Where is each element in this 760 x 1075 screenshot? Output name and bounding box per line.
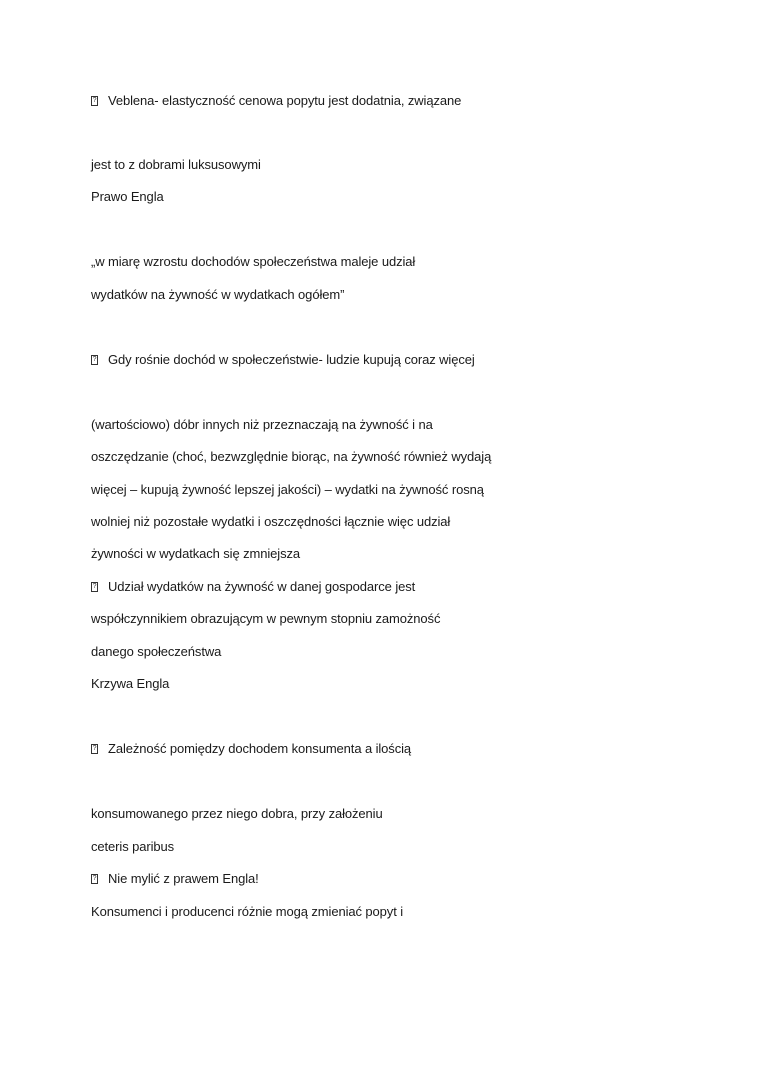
missing-glyph-bullet-icon xyxy=(91,96,98,106)
text-line: ceteris paribus xyxy=(91,839,175,854)
text-line: danego społeczeństwa xyxy=(91,644,222,659)
missing-glyph-bullet-icon xyxy=(91,744,98,754)
missing-glyph-bullet-icon xyxy=(91,582,98,592)
bullet-line-dochod xyxy=(91,352,475,368)
text-line: oszczędzanie (choć, bezwzględnie biorąc, na żywność również wydają xyxy=(91,449,492,464)
missing-glyph-bullet-icon xyxy=(91,874,98,884)
heading-krzywa-engla: Krzywa Engla xyxy=(91,676,170,691)
text-line: Nie mylić z prawem Engla! xyxy=(108,871,259,886)
text-line: Konsumenci i producenci różnie mogą zmieniać popyt i xyxy=(91,904,404,919)
bullet-line-nie-mylic xyxy=(91,871,259,887)
quote-line: wydatków na żywność w wydatkach ogółem” xyxy=(91,287,345,302)
text-line: Udział wydatków na żywność w danej gospodarce jest xyxy=(108,579,416,594)
bullet-line-zaleznosc xyxy=(91,741,411,757)
text-line: żywności w wydatkach się zmniejsza xyxy=(91,546,301,561)
missing-glyph-bullet-icon xyxy=(91,355,98,365)
text-line: współczynnikiem obrazującym w pewnym stopniu zamożność xyxy=(91,611,441,626)
quote-line: „w miarę wzrostu dochodów społeczeństwa maleje udział xyxy=(91,254,416,269)
heading-prawo-engla: Prawo Engla xyxy=(91,189,164,204)
text-line: więcej – kupują żywność lepszej jakości) – wydatki na żywność rosną xyxy=(91,482,484,497)
text-line: Gdy rośnie dochód w społeczeństwie- ludzie kupują coraz więcej xyxy=(108,352,475,367)
text-line: konsumowanego przez niego dobra, przy założeniu xyxy=(91,806,383,821)
text-line: Zależność pomiędzy dochodem konsumenta a ilością xyxy=(108,741,412,756)
bullet-line-udzial xyxy=(91,579,415,595)
text-line: Veblena- elastyczność cenowa popytu jest dodatnia, związane xyxy=(108,93,462,108)
text-line: (wartościowo) dóbr innych niż przeznaczają na żywność i na xyxy=(91,417,433,432)
text-line: wolniej niż pozostałe wydatki i oszczędności łącznie więc udział xyxy=(91,514,451,529)
bullet-line-veblen xyxy=(91,93,461,109)
text-line: jest to z dobrami luksusowymi xyxy=(91,157,261,172)
